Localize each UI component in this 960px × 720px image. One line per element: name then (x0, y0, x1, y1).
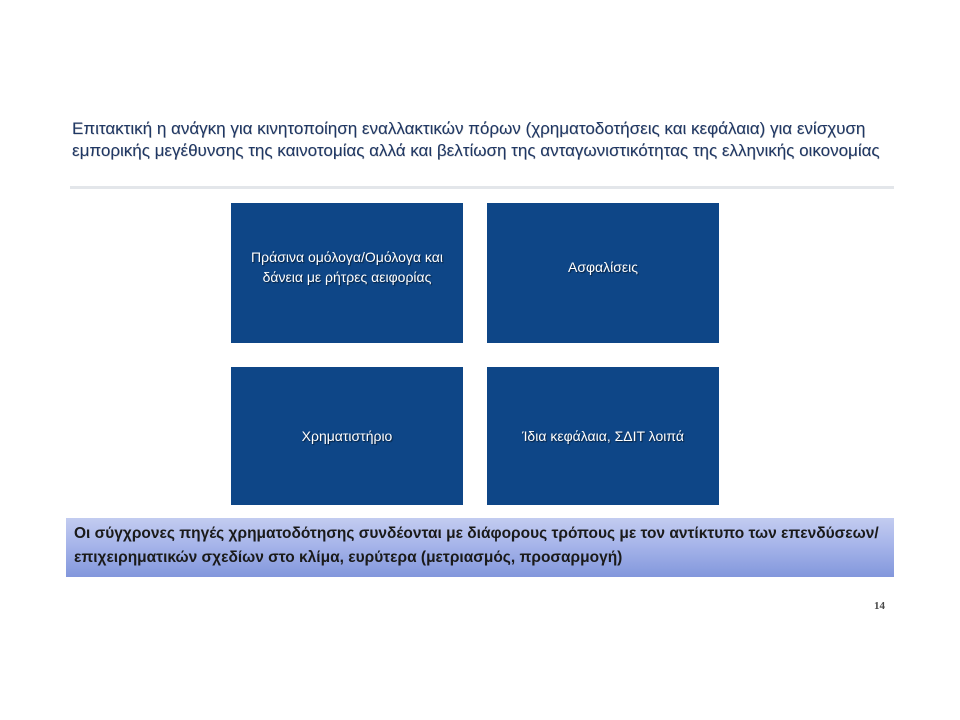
tile-label: Ίδια κεφάλαια, ΣΔΙΤ λοιπά (522, 428, 684, 444)
tile-stock-exchange (231, 367, 463, 505)
callout-text: Οι σύγχρονες πηγές χρηματοδότησης συνδέονται με διάφορους τρόπους με τον αντίκτυπο των επενδύσεων/επιχειρηματικών σχεδίων στο κλίμα, ευρύτερα (μετριασμός, προσαρμογή) (74, 525, 879, 566)
page-number: 14 (874, 600, 885, 612)
slide-title: Επιτακτική η ανάγκη για κινητοποίηση εναλλακτικών πόρων (χρηματοδοτήσεις και κεφάλαια) για ενίσχυση εμπορικής μεγέθυνσης της καινοτομίας αλλά και βελτίωση της ανταγωνιστικότητας της ελληνικής οικονομίας (72, 119, 880, 160)
tile-label: Χρηματιστήριο (301, 428, 393, 444)
tile-equity-ppp (487, 367, 719, 505)
tile-insurance (487, 203, 719, 343)
tile-label: Πράσινα ομόλογα/Ομόλογα και δάνεια με ρήτρες αειφορίας (251, 249, 443, 285)
title-divider (70, 186, 894, 189)
tile-green-bonds (231, 203, 463, 343)
callout-box (66, 518, 894, 577)
tile-label: Ασφαλίσεις (568, 259, 638, 275)
